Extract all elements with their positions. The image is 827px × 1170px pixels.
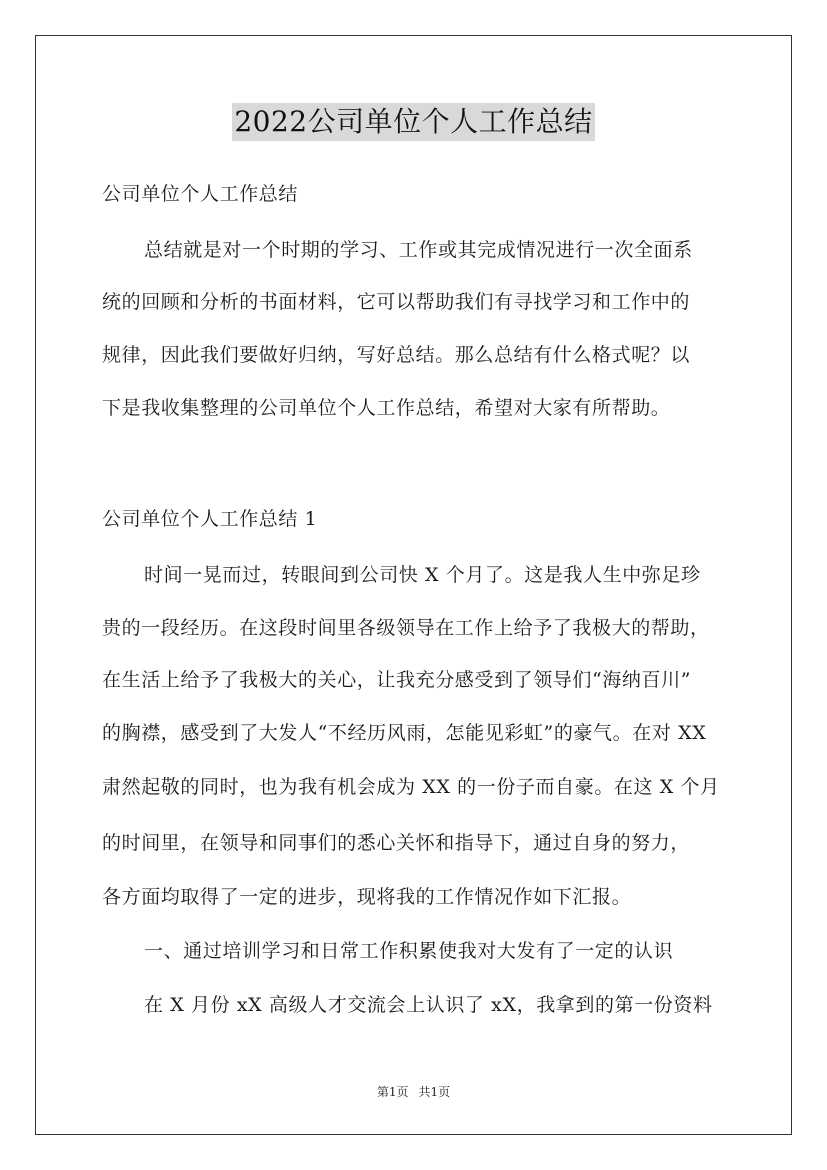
document-title-text: 2022公司单位个人工作总结 [232, 103, 594, 141]
document-title [0, 103, 827, 141]
paragraph-line: 的胸襟，感受到了大发人“不经历风雨，怎能见彩虹”的豪气。在对 XX [102, 722, 707, 744]
paragraph-line: 规律，因此我们要做好归纳，写好总结。那么总结有什么格式呢？以 [102, 344, 691, 366]
paragraph-line: 一、通过培训学习和日常工作积累使我对大发有了一定的认识 [144, 940, 674, 962]
page-footer [0, 1084, 827, 1100]
paragraph-line: 在 X 月份 xX 高级人才交流会上认识了 xX，我拿到的第一份资料 [144, 994, 713, 1016]
paragraph-line: 总结就是对一个时期的学习、工作或其完成情况进行一次全面系 [144, 239, 693, 261]
paragraph-line: 统的回顾和分析的书面材料，它可以帮助我们有寻找学习和工作中的 [102, 291, 691, 313]
paragraph-line: 各方面均取得了一定的进步，现将我的工作情况作如下汇报。 [102, 886, 632, 908]
paragraph-line: 肃然起敬的同时，也为我有机会成为 XX 的一份子而自豪。在这 X 个月 [102, 776, 720, 798]
paragraph-line: 贵的一段经历。在这段时间里各级领导在工作上给予了我极大的帮助， [102, 617, 710, 639]
paragraph-line: 的时间里，在领导和同事们的悉心关怀和指导下，通过自身的努力， [102, 832, 691, 854]
page-total: 共1页 [418, 1085, 451, 1099]
section-heading: 公司单位个人工作总结 [102, 183, 299, 205]
page-number: 第1页 [376, 1085, 409, 1099]
paragraph-line: 在生活上给予了我极大的关心，让我充分感受到了领导们“海纳百川” [102, 669, 692, 691]
paragraph-line: 下是我收集整理的公司单位个人工作总结，希望对大家有所帮助。 [102, 397, 671, 419]
section-heading: 公司单位个人工作总结 1 [102, 508, 318, 530]
paragraph-line: 时间一晃而过，转眼间到公司快 X 个月了。这是我人生中弥足珍 [144, 564, 701, 586]
